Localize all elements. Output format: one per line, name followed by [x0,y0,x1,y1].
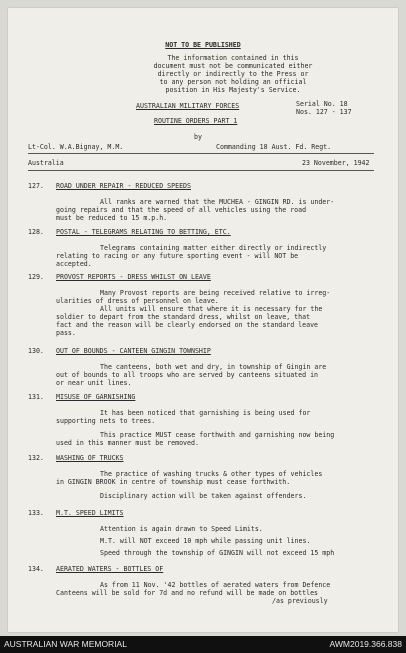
order-body-line: It has been noticed that garnishing is being used for [100,409,311,417]
order-number: 133. [28,509,44,517]
command-line: Commanding 18 Aust. Fd. Regt. [216,143,332,151]
notice-line-5: position in His Majesty's Service. [165,86,301,94]
notice-line-4: to any person not holding an official [159,78,307,86]
order-body-line: must be reduced to 15 m.p.h. [56,214,168,222]
order-body-line: All units will ensure that where it is necessary for the [100,305,323,313]
order-body-line: soldier to depart from the standard dress, whilst on leave, that [56,313,311,321]
order-body-line: The canteens, both wet and dry, in township of Gingin are [100,363,327,371]
notice-line-2: document must not be communicated either [153,62,313,70]
order-number: 134. [28,565,44,573]
order-body-line: All ranks are warned that the MUCHEA - GINGIN RD. is under- [100,198,335,206]
order-body-line: The practice of washing trucks & other types of vehicles [100,470,323,478]
order-body-line: As from 11 Nov. '42 bottles of aerated waters from Defence [100,581,331,589]
order-title: ROAD UNDER REPAIR - REDUCED SPEEDS [56,182,191,190]
notice-line-1: The information contained in this [167,54,299,62]
order-body-line: supporting nets to trees. [56,417,156,425]
order-title: WASHING OF TRUCKS [56,454,124,462]
order-body-line: Many Provost reports are being received relative to irreg- [100,289,331,297]
order-numbers: Nos. 127 - 137 [296,108,352,116]
order-body-line: fact and the reason will be clearly endorsed on the standard leave [56,321,319,329]
order-date: 23 November, 1942 [302,159,370,167]
order-number: 129. [28,273,44,281]
notice-line-3: directly or indirectly to the Press or [157,70,309,78]
order-body-line: pass. [56,329,76,337]
officer-name: Lt-Col. W.A.Bignay, M.M. [28,143,124,151]
by-label: by [194,133,202,141]
order-body-line: going repairs and that the speed of all vehicles using the road [56,206,307,214]
order-body-line: Speed through the township of GINGIN will not exceed 15 mph [100,549,335,557]
order-title: PROVOST REPORTS - DRESS WHILST ON LEAVE [56,273,211,281]
order-number: 127. [28,182,44,190]
order-body-line: Canteens will be sold for 7d and no refund will be made on bottles [56,589,319,597]
order-body-line: or near unit lines. [56,379,132,387]
order-body-line: /as previously [272,597,328,605]
order-title: M.T. SPEED LIMITS [56,509,124,517]
order-body-line: used in this manner must be removed. [56,439,199,447]
footer-source: AUSTRALIAN WAR MEMORIAL [4,639,127,649]
order-number: 130. [28,347,44,355]
order-body-line: This practice MUST cease forthwith and garnishing now being [100,431,335,439]
order-title: AERATED WATERS - BOTTLES OF [56,565,164,573]
document-page [8,8,398,632]
order-body-line: out of bounds to all troops who are served by canteens situated in [56,371,319,379]
order-body-line: ularities of dress of personnel on leave. [56,297,219,305]
order-body-line: accepted. [56,260,92,268]
footer-bar [0,636,406,653]
place: Australia [28,159,64,167]
order-title: OUT OF BOUNDS - CANTEEN GINGIN TOWNSHIP [56,347,211,355]
order-body-line: relating to racing or any future sporting event - will NOT be [56,252,299,260]
order-number: 131. [28,393,44,401]
order-title: MISUSE OF GARNISHING [56,393,136,401]
serial-number: Serial No. 18 [296,100,348,108]
order-number: 128. [28,228,44,236]
order-body-line: in GINGIN BROOK in centre of township must cease forthwith. [56,478,291,486]
footer-accession-number: AWM2019.366.838 [329,639,402,649]
date-rule [28,170,374,171]
routine-orders-title: ROUTINE ORDERS PART 1 [154,117,238,125]
document-heading: NOT TO BE PUBLISHED [165,41,241,49]
organization-title: AUSTRALIAN MILITARY FORCES [136,102,240,110]
order-title: POSTAL - TELEGRAMS RELATING TO BETTING, ETC. [56,228,231,236]
order-number: 132. [28,454,44,462]
order-body-line: M.T. will NOT exceed 10 mph while passing unit lines. [100,537,311,545]
order-body-line: Attention is again drawn to Speed Limits. [100,525,263,533]
header-rule [28,153,374,154]
order-body-line: Telegrams containing matter either directly or indirectly [100,244,327,252]
order-body-line: Disciplinary action will be taken against offenders. [100,492,307,500]
